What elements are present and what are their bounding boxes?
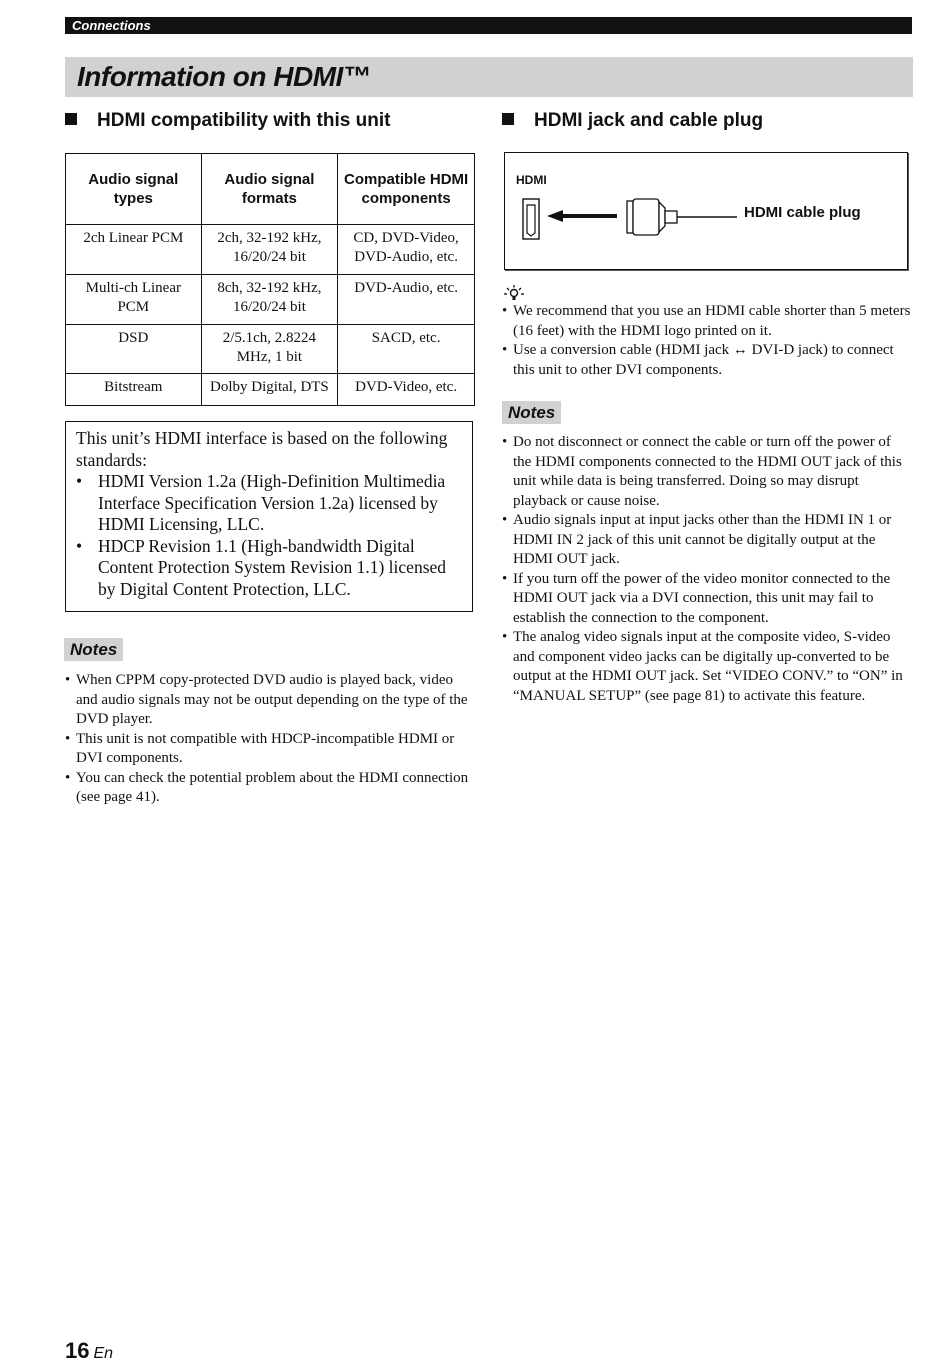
hdmi-jack-icon (523, 199, 539, 239)
column-header: Audio signal formats (201, 154, 338, 225)
table-cell: Bitstream (66, 374, 202, 406)
page-title-band (65, 57, 913, 97)
hdmi-jack-label: HDMI (516, 173, 547, 187)
list-item: • Audio signals input at input jacks other than the HDMI IN 1 or HDMI IN 2 jack of this unit cannot be digitally output at the HDMI OUT jack. (502, 511, 912, 570)
standards-intro: This unit’s HDMI interface is based on the following standards: (76, 428, 448, 470)
table-cell: 2/5.1ch, 2.8224 MHz, 1 bit (201, 325, 338, 374)
square-bullet-icon (65, 113, 77, 125)
table-row (66, 225, 475, 275)
list-item: • The analog video signals input at the composite video, S-video and component video jacks can be digitally up-converted to be output at the HDMI OUT jack. Set “VIDEO CONV.” to “ON” in “MANUAL SETUP” (see page 81) to activate this feature. (502, 628, 912, 706)
notes-label-right: Notes (502, 401, 561, 424)
notes-list-left (65, 671, 473, 808)
compatibility-heading-text: HDMI compatibility with this unit (97, 110, 391, 131)
column-header: Compatible HDMI components (338, 154, 475, 225)
list-item: • If you turn off the power of the video monitor connected to the HDMI OUT jack via a DVI connection, this unit may fail to establish the connection to the component. (502, 570, 912, 629)
list-item: • Do not disconnect or connect the cable or turn off the power of the HDMI components connected to the HDMI OUT jack of this unit while data is being transferred. Doing so may disrupt playback or cause noise. (502, 433, 912, 511)
table-row (66, 325, 475, 374)
tips-list (502, 302, 912, 380)
page-title: Information on HDMI™ (77, 61, 371, 92)
compatibility-heading (65, 109, 390, 133)
compatibility-table (65, 153, 475, 406)
table-cell: DVD-Video, etc. (338, 374, 475, 406)
left-arrow-icon (547, 210, 617, 222)
jack-plug-heading-text: HDMI jack and cable plug (534, 110, 764, 131)
table-cell: CD, DVD-Video, DVD-Audio, etc. (338, 225, 475, 275)
hdmi-plug-icon (627, 199, 737, 235)
table-cell: DVD-Audio, etc. (338, 275, 475, 325)
table-cell: 2ch Linear PCM (66, 225, 202, 275)
hdmi-cable-plug-label: HDMI cable plug (744, 204, 861, 221)
page-number (65, 1337, 113, 1368)
table-cell: Multi-ch Linear PCM (66, 275, 202, 325)
standards-list (76, 471, 466, 600)
table-cell: DSD (66, 325, 202, 374)
page-number-value: 16 (65, 1338, 90, 1363)
list-item: • This unit is not compatible with HDCP-incompatible HDMI or DVI components. (65, 730, 473, 769)
list-item: • We recommend that you use an HDMI cable shorter than 5 meters (16 feet) with the HDMI logo printed on it. (502, 302, 912, 341)
list-item: • HDMI Version 1.2a (High-Definition Multimedia Interface Specification Version 1.2a) licensed by HDMI Licensing, LLC. (76, 471, 466, 536)
page-language: En (93, 1345, 114, 1362)
jack-plug-heading (502, 109, 763, 133)
section-header-bar (65, 17, 912, 34)
list-item: • You can check the potential problem about the HDMI connection (see page 41). (65, 769, 473, 808)
tip-lightbulb-icon (503, 284, 525, 302)
table-cell: SACD, etc. (338, 325, 475, 374)
notes-list-right (502, 433, 912, 706)
standards-box (65, 421, 473, 612)
square-bullet-icon (502, 113, 514, 125)
column-header: Audio signal types (66, 154, 202, 225)
list-item: • Use a conversion cable (HDMI jack ↔ DVI-D jack) to connect this unit to other DVI components. (502, 341, 912, 380)
list-item: • HDCP Revision 1.1 (High-bandwidth Digital Content Protection System Revision 1.1) licensed by Digital Content Protection, LLC. (76, 536, 466, 601)
hdmi-diagram (504, 152, 908, 270)
table-header-row (66, 154, 475, 225)
section-label: Connections (72, 18, 151, 33)
table-cell: Dolby Digital, DTS (201, 374, 338, 406)
table-row (66, 374, 475, 406)
table-row (66, 275, 475, 325)
list-item: • When CPPM copy-protected DVD audio is played back, video and audio signals may not be output depending on the type of the DVD player. (65, 671, 473, 730)
table-cell: 8ch, 32-192 kHz, 16/20/24 bit (201, 275, 338, 325)
table-cell: 2ch, 32-192 kHz, 16/20/24 bit (201, 225, 338, 275)
notes-label-left: Notes (64, 638, 123, 661)
